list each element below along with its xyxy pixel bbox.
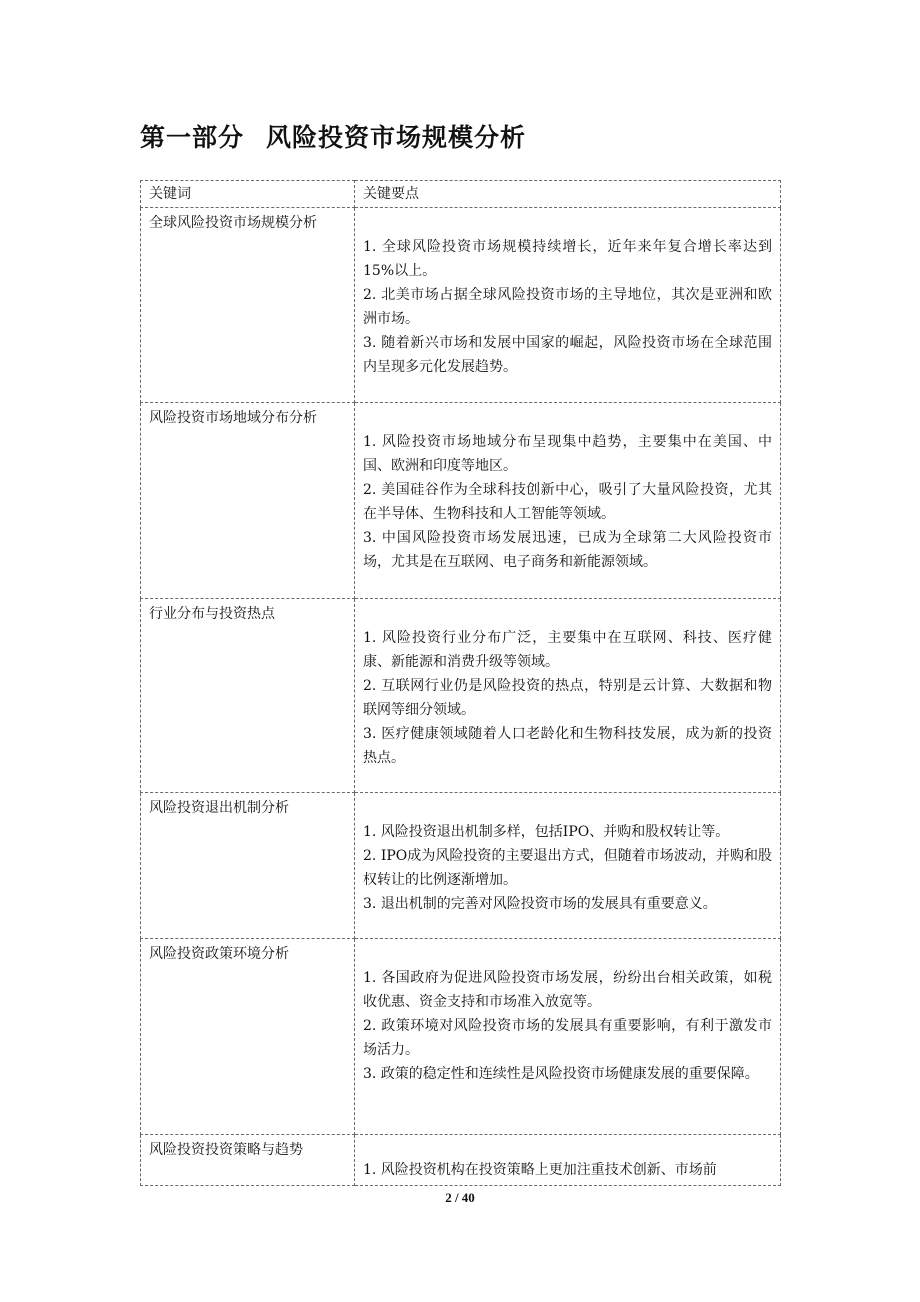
key-point: 3. 中国风险投资市场发展迅速，已成为全球第二大风险投资市场，尤其是在互联网、电子商务和新能源领域。 xyxy=(363,530,772,570)
row-keyword: 全球风险投资市场规模分析 xyxy=(141,208,355,403)
section-name: 风险投资市场规模分析 xyxy=(266,123,527,152)
key-point: 1. 全球风险投资市场规模持续增长，近年来年复合增长率达到15%以上。 xyxy=(363,239,772,279)
key-point: 2. 互联网行业仍是风险投资的热点，特别是云计算、大数据和物联网等细分领域。 xyxy=(363,678,772,718)
row-points xyxy=(355,793,781,939)
key-point: 3. 医疗健康领域随着人口老龄化和生物科技发展，成为新的投资热点。 xyxy=(363,726,772,766)
section-title xyxy=(140,118,526,154)
key-point: 2. 美国硅谷作为全球科技创新中心，吸引了大量风险投资，尤其在半导体、生物科技和人工智能等领域。 xyxy=(363,482,772,522)
key-point: 2. IPO成为风险投资的主要退出方式，但随着市场波动，并购和股权转让的比例逐渐增加。 xyxy=(363,848,772,888)
key-point: 1. 各国政府为促进风险投资市场发展，纷纷出台相关政策，如税收优惠、资金支持和市场准入放宽等。 xyxy=(363,970,772,1010)
header-keyword: 关键词 xyxy=(141,181,355,208)
key-point: 1. 风险投资退出机制多样，包括IPO、并购和股权转让等。 xyxy=(363,824,730,840)
table-row xyxy=(141,208,781,403)
key-point: 1. 风险投资机构在投资策略上更加注重技术创新、市场前 xyxy=(363,1162,717,1178)
table-row xyxy=(141,793,781,939)
row-keyword: 风险投资退出机制分析 xyxy=(141,793,355,939)
key-points-table xyxy=(140,180,781,1186)
table-row xyxy=(141,403,781,599)
header-points: 关键要点 xyxy=(355,181,781,208)
key-point: 1. 风险投资行业分布广泛，主要集中在互联网、科技、医疗健康、新能源和消费升级等领域。 xyxy=(363,630,772,670)
key-point: 2. 北美市场占据全球风险投资市场的主导地位，其次是亚洲和欧洲市场。 xyxy=(363,287,772,327)
table-row xyxy=(141,599,781,793)
row-points xyxy=(355,1135,781,1186)
row-points xyxy=(355,599,781,793)
key-point: 3. 政策的稳定性和连续性是风险投资市场健康发展的重要保障。 xyxy=(363,1066,759,1082)
table-row xyxy=(141,1135,781,1186)
key-point: 2. 政策环境对风险投资市场的发展具有重要影响，有利于激发市场活力。 xyxy=(363,1018,772,1058)
row-points xyxy=(355,939,781,1135)
row-keyword: 行业分布与投资热点 xyxy=(141,599,355,793)
row-keyword: 风险投资政策环境分析 xyxy=(141,939,355,1135)
row-points xyxy=(355,208,781,403)
table-row xyxy=(141,939,781,1135)
row-keyword: 风险投资市场地域分布分析 xyxy=(141,403,355,599)
page-number: 2 / 40 xyxy=(445,1190,475,1205)
key-point: 1. 风险投资市场地域分布呈现集中趋势，主要集中在美国、中国、欧洲和印度等地区。 xyxy=(363,434,772,474)
row-keyword: 风险投资投资策略与趋势 xyxy=(141,1135,355,1186)
key-point: 3. 退出机制的完善对风险投资市场的发展具有重要意义。 xyxy=(363,896,717,912)
key-point: 3. 随着新兴市场和发展中国家的崛起，风险投资市场在全球范围内呈现多元化发展趋势。 xyxy=(363,335,772,375)
table-header-row xyxy=(141,181,781,208)
row-points xyxy=(355,403,781,599)
section-part: 第一部分 xyxy=(140,123,245,152)
